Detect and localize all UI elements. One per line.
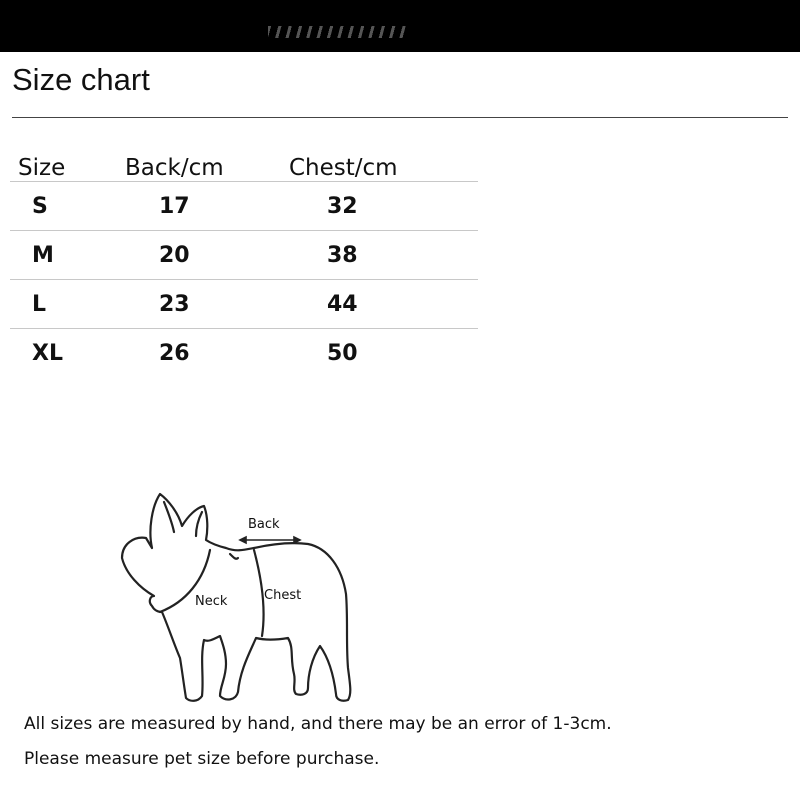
size-table [10, 150, 478, 377]
header-chest: Chest/cm [289, 150, 478, 182]
dog-measurement-diagram [112, 488, 362, 710]
back-arrow-right-head [294, 537, 300, 543]
note-measurement-error: All sizes are measured by hand, and there may be an error of 1-3cm. [24, 714, 612, 734]
table-row [10, 280, 478, 329]
chest-line-front [230, 554, 238, 559]
cell-back: 26 [159, 340, 190, 366]
top-banner [0, 0, 800, 52]
header-back: Back/cm [125, 150, 289, 182]
neck-label: Neck [195, 594, 228, 609]
page-title: Size chart [12, 62, 150, 97]
cell-size: S [10, 182, 125, 231]
table-header-row [10, 150, 478, 182]
cell-chest: 50 [327, 340, 358, 366]
dog-outline [122, 494, 350, 701]
cell-back: 17 [125, 182, 289, 231]
title-divider [12, 117, 788, 118]
note-measure-before-purchase: Please measure pet size before purchase. [24, 749, 380, 769]
chest-line [254, 550, 264, 636]
table-row [10, 182, 478, 231]
banner-stripes [268, 26, 408, 38]
table-row [10, 329, 478, 378]
cell-chest: 44 [289, 280, 478, 329]
cell-size: XL [32, 340, 63, 366]
cell-back: 20 [125, 231, 289, 280]
cell-size: L [10, 280, 125, 329]
cell-size: M [10, 231, 125, 280]
table-row [10, 231, 478, 280]
back-label: Back [248, 517, 280, 532]
back-arrow-left-head [240, 537, 246, 543]
chest-label: Chest [264, 588, 302, 603]
dog-ear-inner-right [196, 512, 202, 536]
cell-chest: 32 [289, 182, 478, 231]
cell-back: 23 [125, 280, 289, 329]
cell-chest: 38 [289, 231, 478, 280]
header-size: Size [10, 150, 125, 182]
